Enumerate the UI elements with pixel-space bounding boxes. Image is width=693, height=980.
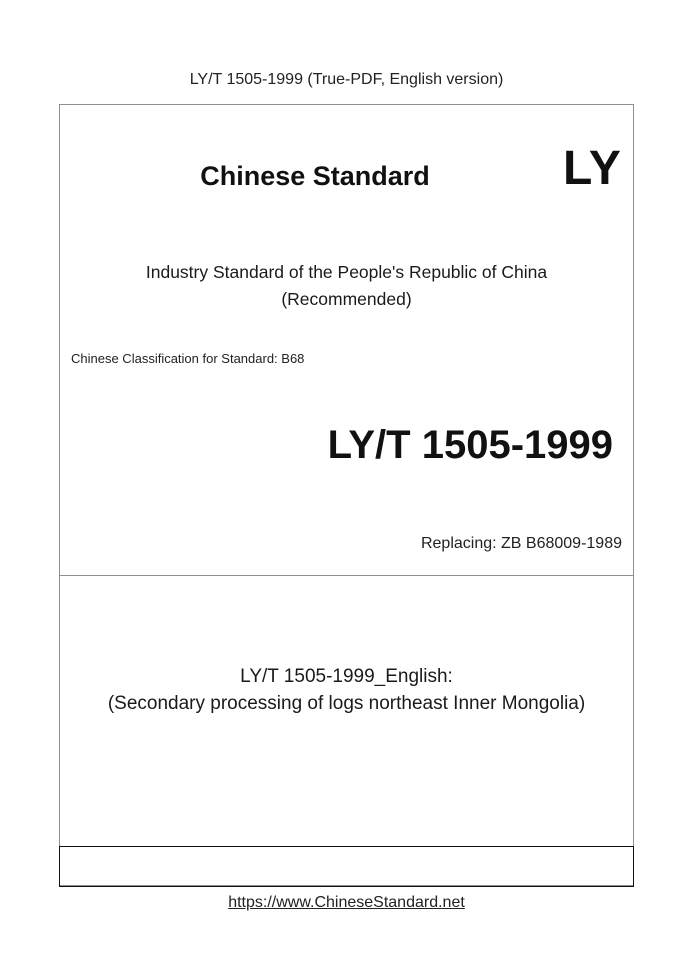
industry-standard-line: Industry Standard of the People's Republic of China bbox=[145, 262, 548, 282]
recommended-line: (Recommended) bbox=[281, 289, 412, 309]
english-code-line: LY/T 1505-1999_English: bbox=[240, 666, 453, 687]
classification-text: Chinese Classification for Standard: B68 bbox=[71, 351, 305, 366]
cover-frame bbox=[59, 104, 634, 886]
replacing-text: Replacing: ZB B68009-1989 bbox=[420, 535, 622, 552]
industry-standard-block bbox=[60, 259, 633, 313]
footer bbox=[0, 894, 693, 912]
standard-code: LY/T 1505-1999 bbox=[327, 423, 613, 467]
document-header-line: LY/T 1505-1999 (True-PDF, English version) bbox=[189, 71, 504, 88]
standard-title: Chinese Standard bbox=[200, 161, 430, 191]
ly-mark: LY bbox=[563, 142, 622, 195]
cover-bottom-box bbox=[59, 846, 634, 887]
english-description-line: (Secondary processing of logs northeast Inner Mongolia) bbox=[107, 693, 586, 714]
english-title-block bbox=[60, 663, 633, 717]
website-link[interactable]: https://www.ChineseStandard.net bbox=[228, 894, 465, 911]
cover-top-section bbox=[60, 105, 633, 576]
cover-middle-section bbox=[60, 575, 633, 845]
